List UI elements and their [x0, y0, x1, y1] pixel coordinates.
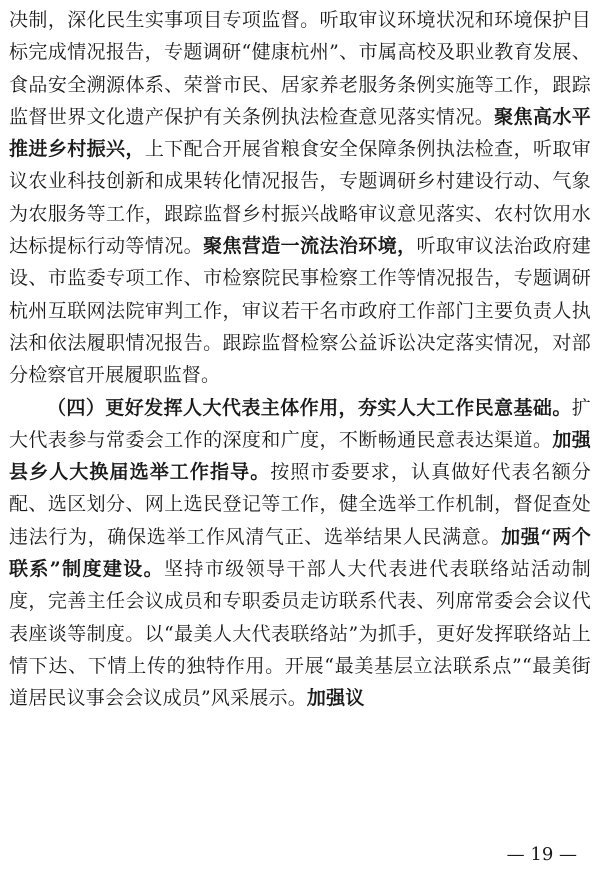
- bold-lead-continued: 加强议: [306, 687, 365, 710]
- page-number: — 19 —: [506, 844, 577, 865]
- text-span: 听取审议法治政府建设、市监委专项工作、市检察院民事检察工作等情况报告，专题调研杭州互联网法院审判工作，审议若干名市政府工作部门主要负责人执法和依法履职情况报告。跟踪监督检察公益诉讼决定落实情况，对部分检察官开展履职监督。: [9, 235, 591, 387]
- text-span: 坚持市级领导干部人大代表进代表联络站活动制度，完善主任会议成员和专职委员走访联系代表、列席常委会会议代表座谈等制度。以“最美人大代表联络站”为抓手，更好发挥联络站上情下达、下情上传的独特作用。开展“最美基层立法联系点”“最美街道居民议事会会议成员”风采展示。: [9, 558, 592, 710]
- paragraph-deputies: [9, 392, 591, 715]
- text-span: 扩大代表参与常委会工作的深度和广度，不断畅通民意表达渠道。: [9, 396, 591, 451]
- text-span: 决制，深化民生实事项目专项监督。听取审议环境状况和环境保护目标完成情况报告，专题调研“健康杭州”、市属高校及职业教育发展、食品安全溯源体系、荣誉市民、居家养老服务条例实施等工作，跟踪监督世界文化遗产保护有关条例执法检查意见落实情况。: [9, 9, 591, 128]
- document-page: [9, 0, 591, 876]
- section-heading: （四）更好发挥人大代表主体作用，夯实人大工作民意基础。: [47, 396, 572, 419]
- paragraph-oversight: [9, 4, 591, 392]
- bold-lead-two-contacts: 加强“两个联系”制度建设。: [9, 525, 591, 581]
- text-span: 按照市委要求，认真做好代表名额分配、选区划分、网上选民登记等工作，健全选举工作机制，督促查处违法行为，确保选举工作风清气正、选举结果人民满意。: [9, 461, 591, 548]
- bold-lead-rural: 聚焦高水平推进乡村振兴，: [9, 105, 591, 161]
- body-text: [9, 4, 591, 715]
- text-span: 上下配合开展省粮食安全保障条例执法检查，听取审议农业科技创新和成果转化情况报告，专题调研乡村建设行动、气象为农服务等工作，跟踪监督乡村振兴战略审议意见落实、农村饮用水达标提标行动等情况。: [9, 138, 592, 258]
- bold-lead-election: 加强县乡人大换届选举工作指导。: [9, 428, 591, 484]
- bold-lead-rule-of-law: 聚焦营造一流法治环境，: [203, 235, 417, 258]
